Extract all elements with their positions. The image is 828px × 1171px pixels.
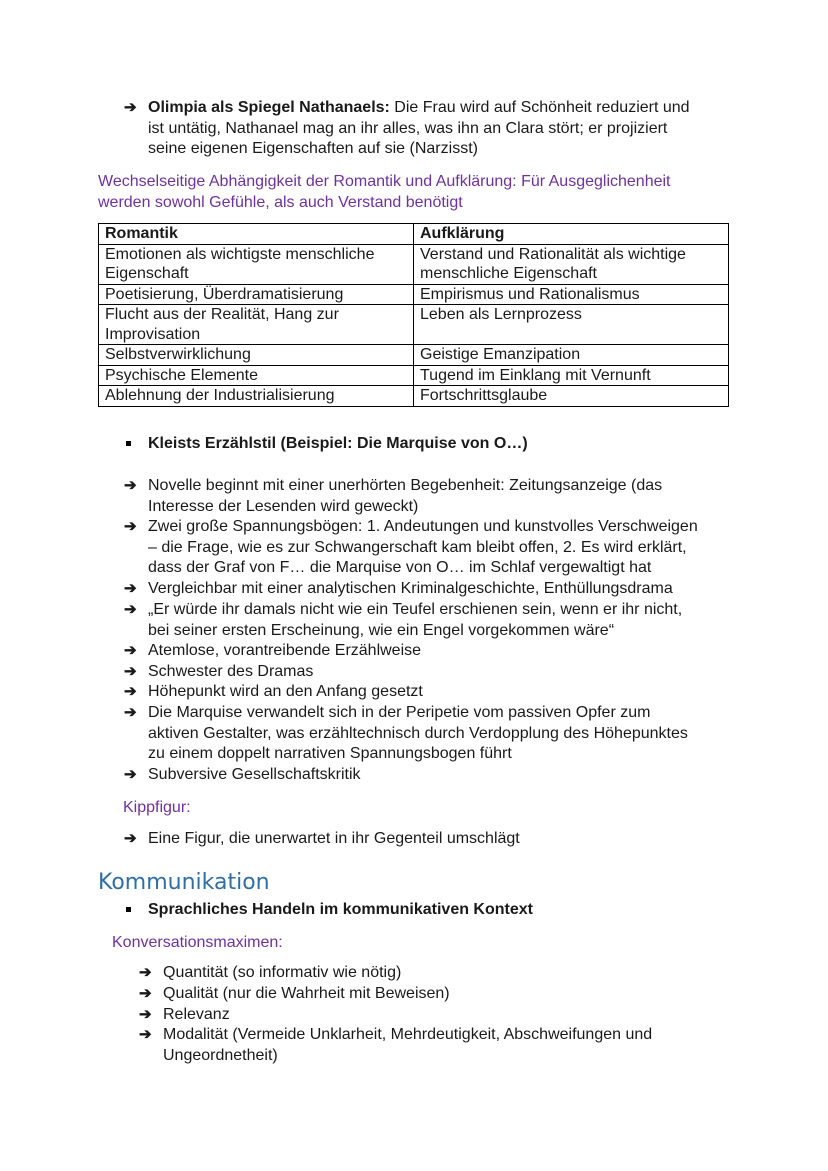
table-cell: Selbstverwirklichung xyxy=(99,345,414,366)
table-cell: Fortschrittsglaube xyxy=(414,386,729,407)
intro-arrow-item xyxy=(124,98,748,160)
kommunikation-bullet: Sprachliches Handeln im kommunikativen Kontext xyxy=(148,900,533,920)
arrow-icon: ➔ xyxy=(124,601,137,618)
arrow-icon: ➔ xyxy=(124,642,137,659)
list-item: ➔ Zwei große Spannungsbögen: 1. Andeutungen und kunstvolles Verschweigen – die Frage, wie es zur Schwangerschaft kam bleibt offen, 2. Es wird erklärt, dass der Graf von F… die Marquise von O… im Schlaf vergewaltigt hat xyxy=(124,518,698,576)
table-row xyxy=(99,305,729,345)
list-item: ➔ Die Marquise verwandelt sich in der Peripetie vom passiven Opfer zum aktiven Gestalter, was erzähltechnisch durch Verdopplung des Höhepunktes zu einem doppelt narrativen Spannungsbogen führt xyxy=(124,704,688,762)
kippfigur-label: Kippfigur: xyxy=(123,799,191,816)
list-item: ➔ Subversive Gesellschaftskritik xyxy=(148,765,361,786)
arrow-icon: ➔ xyxy=(139,1006,152,1023)
table-cell: Poetisierung, Überdramatisierung xyxy=(99,284,414,305)
comparison-table xyxy=(98,223,729,407)
list-item: ➔ Atemlose, vorantreibende Erzählweise xyxy=(148,641,421,662)
arrow-icon: ➔ xyxy=(139,964,152,981)
kommunikation-title: Kommunikation xyxy=(98,870,270,895)
table-row xyxy=(99,284,729,305)
table-cell: Geistige Emanzipation xyxy=(414,345,729,366)
list-item: ➔ Modalität (Vermeide Unklarheit, Mehrdeutigkeit, Abschweifungen und Ungeordnetheit) xyxy=(139,1026,653,1064)
table-header-romantik: Romantik xyxy=(99,224,414,245)
table-cell: Leben als Lernprozess xyxy=(414,305,729,345)
arrow-icon: ➔ xyxy=(124,580,137,597)
table-header-row xyxy=(99,224,729,245)
table-row xyxy=(99,386,729,407)
table-row xyxy=(99,244,729,284)
arrow-icon: ➔ xyxy=(124,518,137,535)
list-item: ➔ Quantität (so informativ wie nötig) xyxy=(163,963,401,984)
list-item: ➔ Vergleichbar mit einer analytischen Kriminalgeschichte, Enthüllungsdrama xyxy=(148,579,673,600)
intro-bold: Olimpia als Spiegel Nathanaels: xyxy=(148,99,390,116)
arrow-icon: ➔ xyxy=(124,766,137,783)
arrow-icon: ➔ xyxy=(124,830,137,847)
table-row xyxy=(99,345,729,366)
table-row xyxy=(99,365,729,386)
kleist-heading: Kleists Erzählstil (Beispiel: Die Marquise von O…) xyxy=(148,434,528,454)
arrow-icon: ➔ xyxy=(124,99,137,116)
konversationsmaximen-heading: Konversationsmaximen: xyxy=(112,934,283,951)
arrow-icon: ➔ xyxy=(124,663,137,680)
kippfigur-item: ➔ Eine Figur, die unerwartet in ihr Gegenteil umschlägt xyxy=(148,829,520,850)
arrow-icon: ➔ xyxy=(139,1026,152,1043)
romantik-aufklaerung-heading: Wechselseitige Abhängigkeit der Romantik und Aufklärung: Für Ausgeglichenheit werden sowohl Gefühle, als auch Verstand benötigt xyxy=(98,173,671,211)
list-item: ➔ Novelle beginnt mit einer unerhörten Begebenheit: Zeitungsanzeige (das Interesse der Lesenden wird geweckt) xyxy=(124,477,663,515)
square-bullet-icon xyxy=(126,907,131,912)
square-bullet-icon xyxy=(126,441,131,446)
table-cell: Verstand und Rationalität als wichtige menschliche Eigenschaft xyxy=(414,244,729,284)
table-cell: Emotionen als wichtigste menschliche Eigenschaft xyxy=(99,244,414,284)
intro-line-1: Olimpia als Spiegel Nathanaels: Die Frau wird auf Schönheit reduziert und xyxy=(148,99,690,116)
arrow-icon: ➔ xyxy=(124,683,137,700)
table-cell: Ablehnung der Industrialisierung xyxy=(99,386,414,407)
list-item: ➔ Höhepunkt wird an den Anfang gesetzt xyxy=(148,682,423,703)
list-item: ➔ Relevanz xyxy=(163,1005,230,1026)
list-item: ➔ Schwester des Dramas xyxy=(148,662,313,683)
table-cell: Psychische Elemente xyxy=(99,365,414,386)
intro-line-3: seine eigenen Eigenschaften auf sie (Narzisst) xyxy=(148,140,478,157)
intro-line-2: ist untätig, Nathanael mag an ihr alles, was ihn an Clara stört; er projiziert xyxy=(148,119,668,137)
arrow-icon: ➔ xyxy=(139,985,152,1002)
list-item: ➔ „Er würde ihr damals nicht wie ein Teufel erschienen sein, wenn er ihr nicht, bei seiner ersten Erscheinung, wie ein Engel vorgekommen wäre“ xyxy=(124,601,683,639)
table-cell: Tugend im Einklang mit Vernunft xyxy=(414,365,729,386)
table-header-aufklaerung: Aufklärung xyxy=(414,224,729,245)
table-cell: Flucht aus der Realität, Hang zur Improvisation xyxy=(99,305,414,345)
table-cell: Empirismus und Rationalismus xyxy=(414,284,729,305)
arrow-icon: ➔ xyxy=(124,477,137,494)
arrow-icon: ➔ xyxy=(124,704,137,721)
list-item: ➔ Qualität (nur die Wahrheit mit Beweisen) xyxy=(163,984,450,1005)
